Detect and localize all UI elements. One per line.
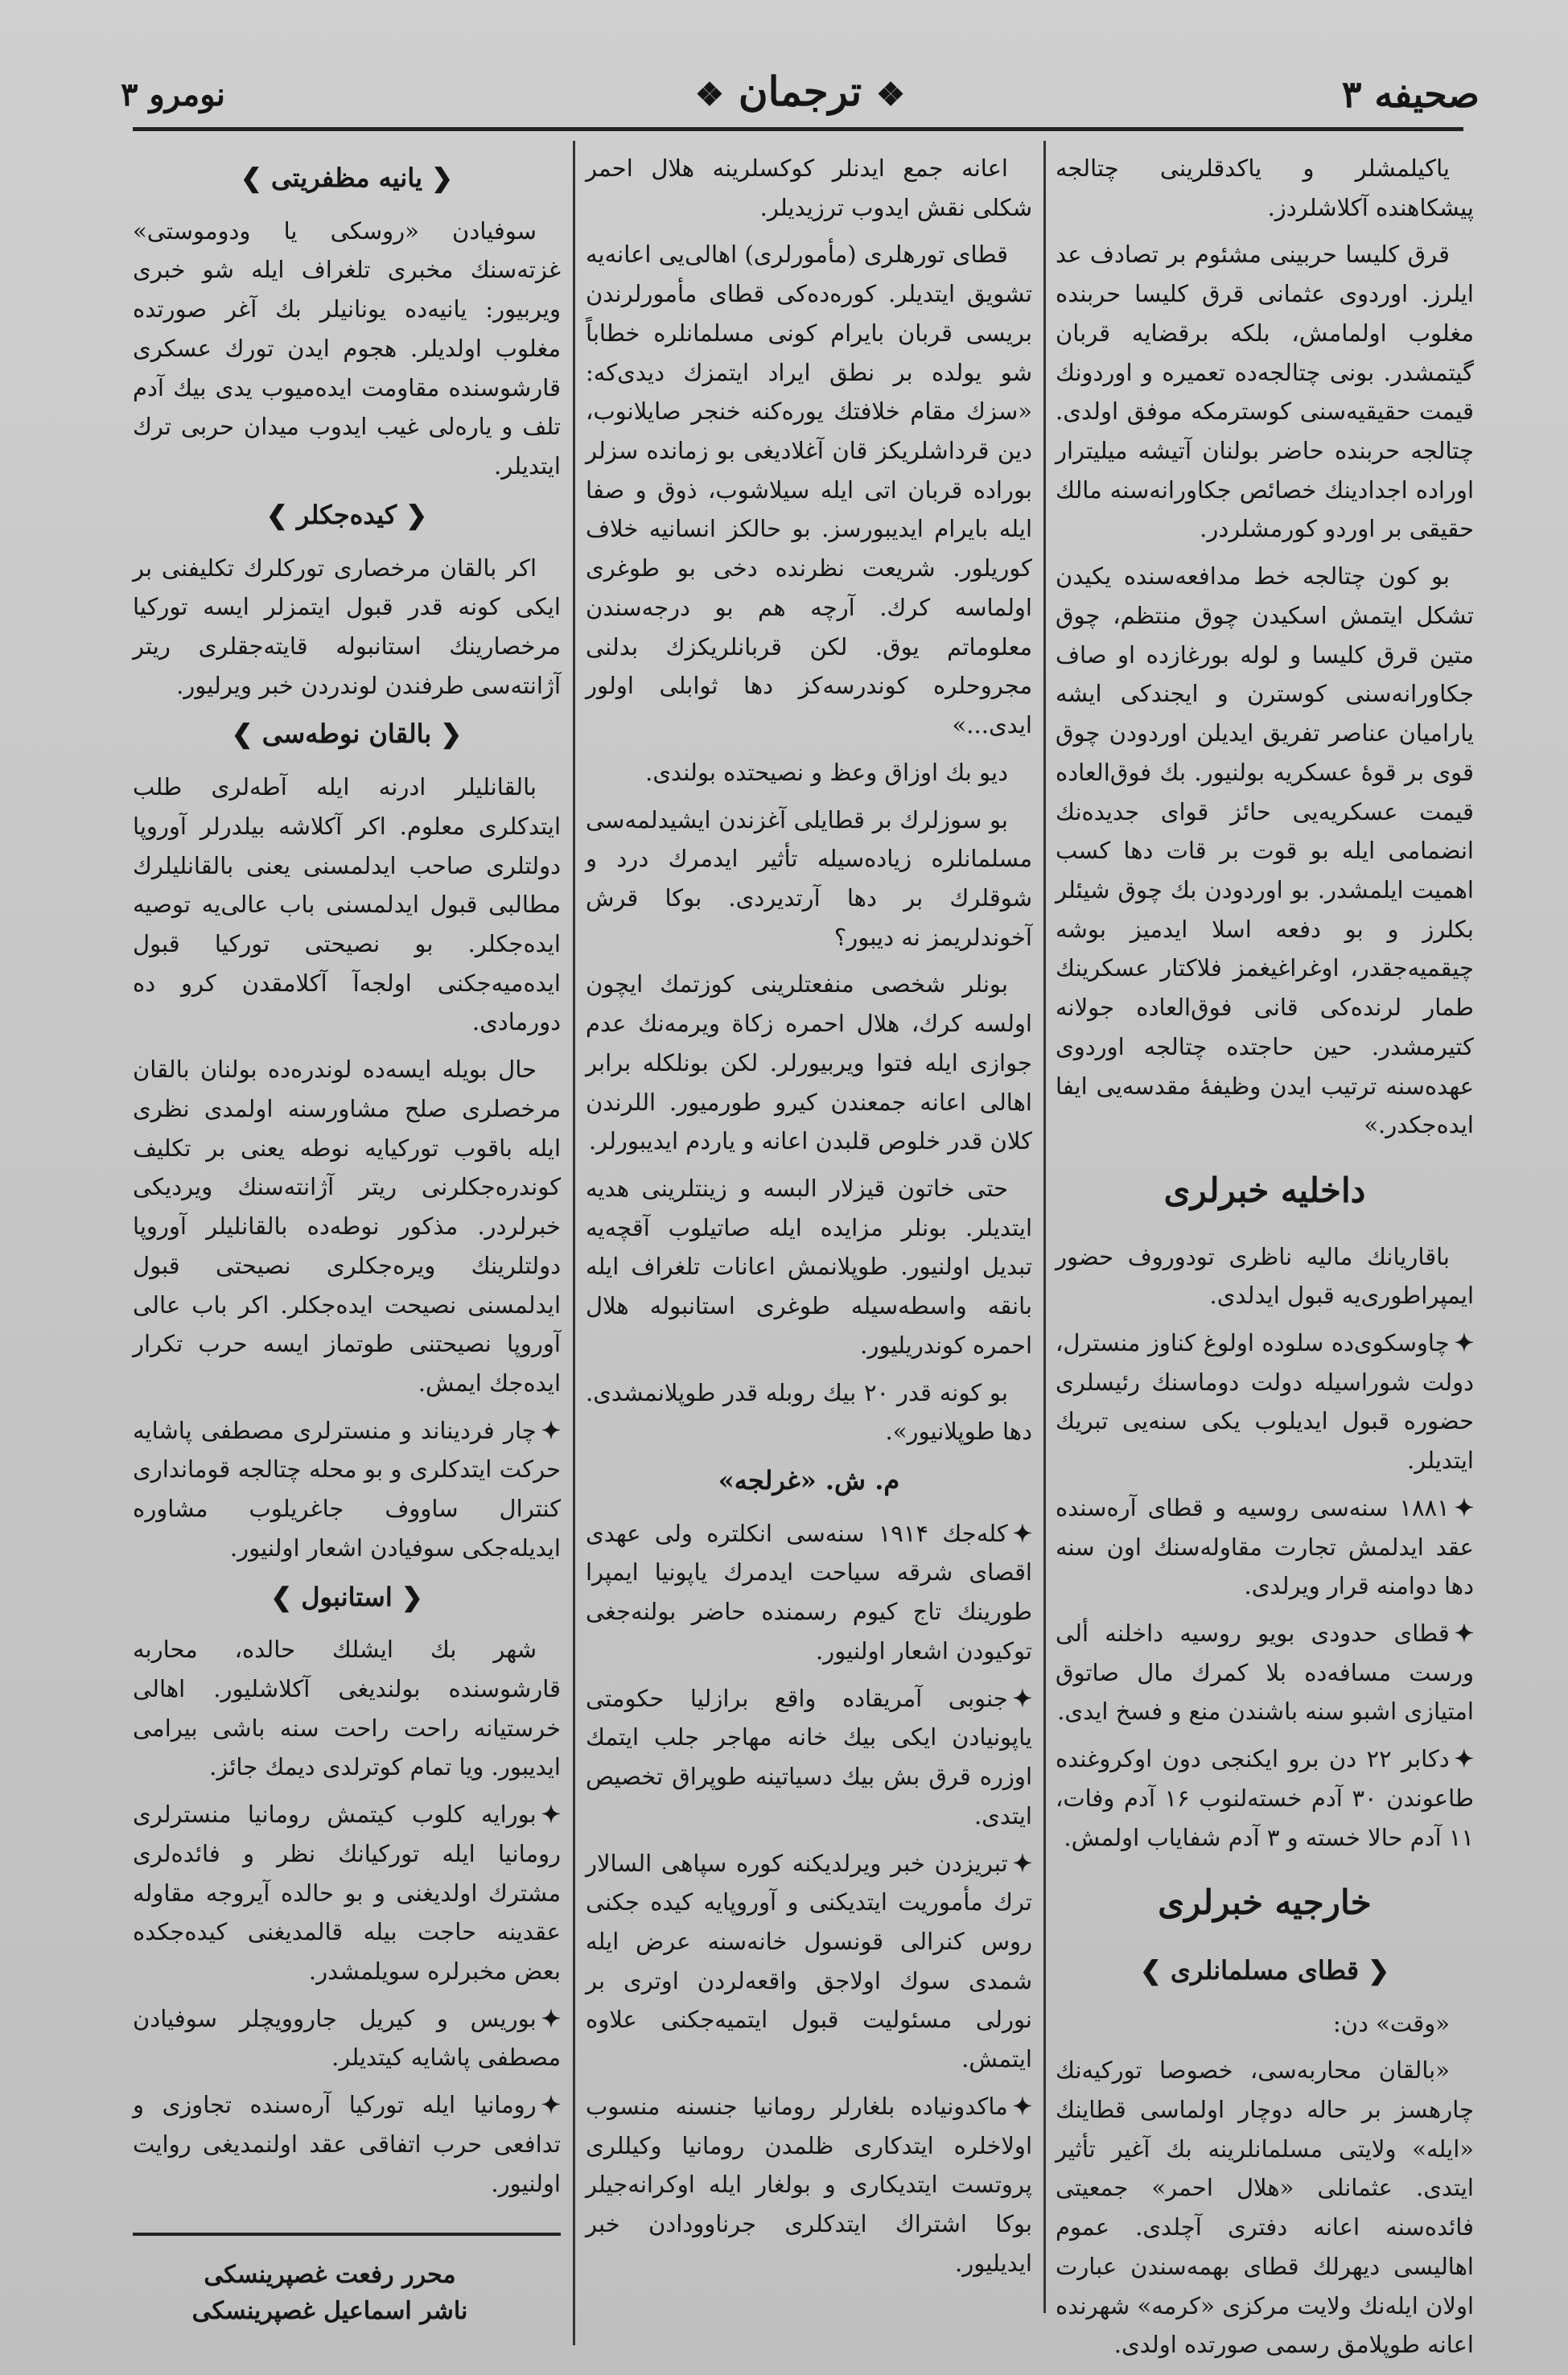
paragraph: قرق کلیسا حربینی مشئوم بر تصادف عد ایلرز. اوردوی عثمانی قرق کلیسا حربنده مغلوب اولمامش، بلکه برقضایه قربان گیتمشدر. بونی چتالجه‌ده تعمیره و اوردونك قیمت حقیقیه‌سنی کوسترمکه موفق اولدی. چتالجه حربنده حاضر بولنان آتیشه میلیترار اوراده اجدادینك خصائص جکاورانه‌سنه مالك حقیقی بر اوردو کورمشلردر. [1056, 241, 1474, 543]
diamond-bullet-icon: ✦ [1454, 1328, 1474, 1356]
paragraph: دیو بك اوزاق وعظ و نصیحتده بولندی. [645, 758, 1008, 786]
ornament-icon: ❖ [695, 76, 724, 113]
column-right [1056, 149, 1474, 2373]
footer-rule [133, 2233, 561, 2236]
news-item: «وقت» دن: [1332, 2009, 1450, 2037]
news-item: ✦دکابر ۲۲ دن برو ایکنجی دون اوکروغنده طاعوندن ۳۰ آدم خسته‌لنوب ۱۶ آدم وفات، ۱۱ آدم حالا خسته و ۳ آدم شفایاب اولمش. [1056, 1745, 1475, 1851]
section-heading: ❮ بالقان نوطه‌سی ❯ [231, 718, 463, 750]
paragraph: حتی خاتون قیزلار البسه و زینتلرینی هدیه ایتدیلر. بونلر مزایده ایله صاتیلوب آقچه‌یه تبدیل اولنیور. طوپلانمش اعانات تلغراف ایله بانقه واسطه‌سیله طوغری استانبوله هلال احمره کوندریلیور. [586, 1174, 1032, 1359]
masthead-title: ترجمان [738, 68, 862, 115]
column-left [133, 149, 561, 2211]
masthead [681, 68, 920, 115]
diamond-bullet-icon: ✦ [541, 2091, 561, 2119]
column-divider [1043, 141, 1046, 2313]
paragraph: قطای تورهلری (مأمورلری) اهالی‌یی اعانه‌یه تشویق ایتدیلر. کوره‌ده‌کی قطای مأمورلرندن بریسی قربان بایرام کونی مسلمانلره خطاباً شو یولده بر نطق ایراد ایتمزك دیدی‌که: «سزك مقام خلافتك یوره‌کنه خنجر صایلانوب، دین قرداشلریکز قان آغلادیغی بو زمانده سزلر بوراده قربان اتی ایله سیلاشوب، ذوق و صفا ایله بایرام ایدیبورسز. بو حالکز انسانیه خلاف کوریلور. شریعت نظرنده دخی بو طوغری اولماسه کرك. آرچه هم بو درجه‌سندن معلوماتم یوق. لکن قربانلریکزك بدلنی مجروحلره کوندرسه‌کز دها ثوابلی اولور ایدی...» [586, 241, 1032, 739]
paragraph: بالقانلیلر ادرنه ایله آطه‌لری طلب ایتدکلری معلوم. اکر آکلاشه بیلدرلر آوروپا دولتلری صاحب ایدلمسنی یعنی بالقانلیلرك مطالبی قبول ایدلمسنی باب عالی‌یه توصیه ایده‌جکلر. بو نصیحتی تورکیا قبول ایده‌میه‌جکنی اولجه‌آ آکلامقدن کرو ده دورمادی. [133, 773, 561, 1036]
editors-block [153, 2257, 507, 2329]
section-heading: ❮ استانبول ❯ [270, 1581, 423, 1612]
news-item: ✦ماکدونیاده بلغارلر رومانیا جنسنه منسوب اولاخلره ایتدکاری ظلمدن رومانیا وکیللری پروتست ایتدیکاری و بولغار ایله اوکرانه‌جیلر بوکا اشتراك ایتدکلری جرناوودادن خبر ایدیلیور. [586, 2092, 1032, 2277]
paragraph: بونلر شخصی منفعتلرینی کوزتمك ایچون اولسه کرك، هلال احمره زکاة ویرمه‌نك عدم جوازی ایله فتوا ویربیورلر. لکن بونلکله برابر اهالی اعانه جمعندن کیرو طورمیور. اللرندن کلان قدر خلوص قلبدن اعانه و یاردم ایدیبورلر. [586, 970, 1032, 1155]
paragraph: اعانه جمع ایدنلر کوکسلرینه هلال احمر شکلی نقش ایدوب ترزیدیلر. [586, 154, 1032, 221]
news-item: باقاریانك مالیه ناظری تودوروف حضور ایمپراطوری‌یه قبول ایدلدی. [1056, 1242, 1474, 1310]
section-subheading: ❮ قطای مسلمانلری ❯ [1139, 1954, 1390, 1986]
diamond-bullet-icon: ✦ [541, 1801, 561, 1829]
diamond-bullet-icon: ✦ [1012, 1849, 1032, 1877]
editor-line: محرر رفعت غصپرینسکی [204, 2261, 456, 2289]
paragraph: بو کون چتالجه خط مدافعه‌سنده یکیدن تشکل ایتمش اسکیدن چوق منتظم، چوق متین قرق کلیسا و لوله بورغازده او صاف جکاورانه‌سنی کوسترن و ایجندکی ایشه یارامیان عناصر تفریق ایدیلن اوردودن چوق قوی بر قوهٔ عسکریه بولنیور. بك فوق‌العاده قیمت عسکریه‌یی حائز قوای جدیده‌نك انضمامی ایله بو قوت بر قات دها کسب اهمیت ایلمشدر. بو اوردودن بك چوق شیئلر بکلرز و بو دفعه اسلا ایدمیز بوشه چیقمیه‌جقدر، اوغراغیغمز فلاکتار عسکرینك طمار لرنده‌کی قانی فوق‌العاده جولانه کتیرمشدر. حین حاجتده چتالجه اوردوی عهده‌سنه ترتیب ایدن وظیفهٔ مقدسه‌یی ایفا ایده‌جکدر.» [1056, 562, 1474, 1139]
paragraph: بو کونه قدر ۲۰ بیك روبله قدر طوپلانمشدی. دها طوپلانیور». [586, 1378, 1032, 1446]
page-header [121, 56, 1480, 161]
page-number-label: صحیفه ۳ [1341, 72, 1480, 116]
paragraph: سوفیادن «روسکی یا ودوموستی» غزته‌سنك مخبری تلغراف ایله شو خبری ویربیور: یانیه‌ده یونانیلر بك آغر صورتده مغلوب اولدیلر. هجوم ایدن تورك عسکری قارشوسنده مقاومت ایده‌میوب یدی بیك آدم تلف و یارەلی غیب ایدوب میدان حربی ترك ایتدیلر. [133, 216, 561, 480]
column-middle [586, 149, 1032, 2291]
diamond-bullet-icon: ✦ [1454, 1493, 1474, 1521]
news-item: ✦قطای حدودی بویو روسیه داخلنه ألی ورست مسافه‌ده بلا کمرك مال صاتوق امتیازی اشبو سنه باشندن منع و فسخ ایدی. [1056, 1619, 1474, 1726]
paragraph: اکر بالقان مرخصاری تورکلرك تکلیفنی بر ایکی کونه قدر قبول ایتمزلر ایسه تورکیا مرخصارینك استانبوله قایته‌جقلری ریتر آژانته‌سی طرفندن لوندردن خبر ویرلیور. [133, 554, 561, 699]
diamond-bullet-icon: ✦ [1454, 1745, 1474, 1773]
diamond-bullet-icon: ✦ [541, 2004, 561, 2032]
diamond-bullet-icon: ✦ [1012, 1684, 1032, 1712]
paragraph: یاکیلمشلر و یاکدقلرینی چتالجه پیشکاهنده آکلاشلردز. [1056, 154, 1474, 221]
paragraph: بو سوزلرك بر قطایلی آغزندن ایشیدلمه‌سی مسلمانلره زیاده‌سیله تأثیر ایدمرك درد و شوقلرك بر دها آرتدیردی. بوکا قرش آخوندلریمز نه دیبور؟ [586, 805, 1032, 951]
diamond-bullet-icon: ✦ [541, 1416, 561, 1444]
diamond-bullet-icon: ✦ [1012, 1519, 1033, 1547]
issue-number-label: نومرو ۳ [121, 76, 226, 113]
news-item: ✦بوریس و کیریل جاروویچلر سوفیادن مصطفی پاشایه کیتدیلر. [133, 2004, 561, 2072]
news-item: ✦کله‌جك ۱۹۱۴ سنه‌سی انکلتره ولی عهدی اقصای شرقه سیاحت ایدمرك یاپونیا ایمپرا طورینك تاج کیوم رسمنده حاضر بولنه‌جغی توکیودن اشعار اولنیور. [586, 1519, 1033, 1665]
publisher-line: ناشر اسماعیل غصپرینسکی [191, 2297, 468, 2325]
section-heading-internal: داخلیه خبرلری [1163, 1170, 1366, 1210]
news-item: ✦تبریزدن خبر ویرلدیکنه کوره سپاهی السالار ترك مأموریت ایتدیکنی و آوروپایه کیده جکنی روس کنرالی قونسول خانه‌سنه عرض ایله شمدی سوك اولاجق واقعه‌لردن اوتری بر نورلی مسئولیت قبول ایتمیه‌جکنی علاوه ایتمش. [586, 1849, 1032, 2073]
section-heading-foreign: خارجیه خبرلری [1158, 1883, 1372, 1923]
paragraph: شهر بك ایشلك حالده، محاربه قارشوسنده بولندیغی آکلاشلیور. اهالی خرستیانه راحت راحت سنه باشی بیرامی ایدیبور. ویا تمام کوترلدی دیمك جائز. [133, 1636, 561, 1781]
header-rule [133, 127, 1463, 131]
ornament-icon: ❖ [876, 76, 905, 113]
news-item: ✦چاوسکوی‌ده سلوده اولوغ کناوز منسترل، دولت شوراسیله دولت دوماسنك رئیسلری حضوره قبول ایدیلوب یکی سنه‌یی تبریك ایتدیلر. [1056, 1328, 1474, 1475]
signature: م. ش. «غرلجه» [718, 1465, 900, 1496]
section-heading: ❮ یانیه مظفریتی ❯ [241, 163, 453, 193]
news-item: ✦جنوبی آمریقاده واقع برازلیا حکومتی یاپونیادن ایکی بیك خانه مهاجر جلب ایتمك اوزره قرق بش بیك دسیاتینه طوپراق تخصیص ایتدی. [586, 1684, 1032, 1830]
news-item: ✦چار فردیناند و منسترلری مصطفی پاشایه حرکت ایتدکلری و بو محله چتالجه قومانداری کنترال ساووف جاغریلوب مشاوره ایدیله‌جکی سوفیادن اشعار اولنیور. [133, 1416, 561, 1562]
news-item: ✦رومانیا ایله تورکیا آره‌سنده تجاوزی و تدافعی حرب اتفاقی عقد اولنمدیغی روایت اولنیور. [133, 2091, 561, 2197]
column-divider [573, 141, 575, 2345]
news-item: ✦بورایه کلوب کیتمش رومانیا منسترلری رومانیا ایله تورکیانك نظر و فائده‌لری مشترك اولدیغنی و بو حالده آیروجه مقاوله عقدینه حاجت بیله قالمدیغنی کیده‌جکده بعض مخبرلره سویلمشدر. [133, 1801, 561, 1986]
diamond-bullet-icon: ✦ [1012, 2092, 1032, 2120]
section-heading: ❮ کیده‌جکلر ❯ [265, 499, 428, 530]
news-item: «بالقان محاربه‌سی، خصوصا تورکیه‌نك چارهسز بر حاله دوچار اولماسی قطاینك «ایله» ولایتی مسلمانلرینه بك آغیر تأثیر ایتدی. عثمانلی «هلال احمر» جمعیتی فائده‌سنه اعانه دفتری آچلدی. عموم اهالیسی دیهرلك قطای بهمه‌سندن عبارت اولان ایله‌نك ولایت مرکزی «کرمه» شهرنده اعانه طوپلامق رسمی صورتده اولدی. [1056, 2056, 1474, 2359]
diamond-bullet-icon: ✦ [1454, 1619, 1474, 1647]
paragraph: حال بویله ایسه‌ده لوندره‌ده بولنان بالقان مرخصلری صلح مشاورسنه اولمدی نظری ایله باقوب تورکیایه نوطه یعنی بر تکلیف کوندرەجکلرنی ریتر آژانته‌سنك ویردیکی خبرلردر. مذکور نوطه‌ده بالقانلیلر آوروپا دولتلرینك ویره‌جکلری نصیحتی قبول ایدلمسنی نصیحت ایده‌جکلر. اکر باب عالی آوروپا نصیحتنی طوتماز ایسه حرب تکرار ایده‌جك ایمش. [133, 1056, 561, 1397]
news-item: ✦۱۸۸۱ سنه‌سی روسیه و قطای آره‌سنده عقد ایدلمش تجارت مقاوله‌سنك اون سنه دها دوامنه قرار ویرلدی. [1056, 1493, 1474, 1600]
